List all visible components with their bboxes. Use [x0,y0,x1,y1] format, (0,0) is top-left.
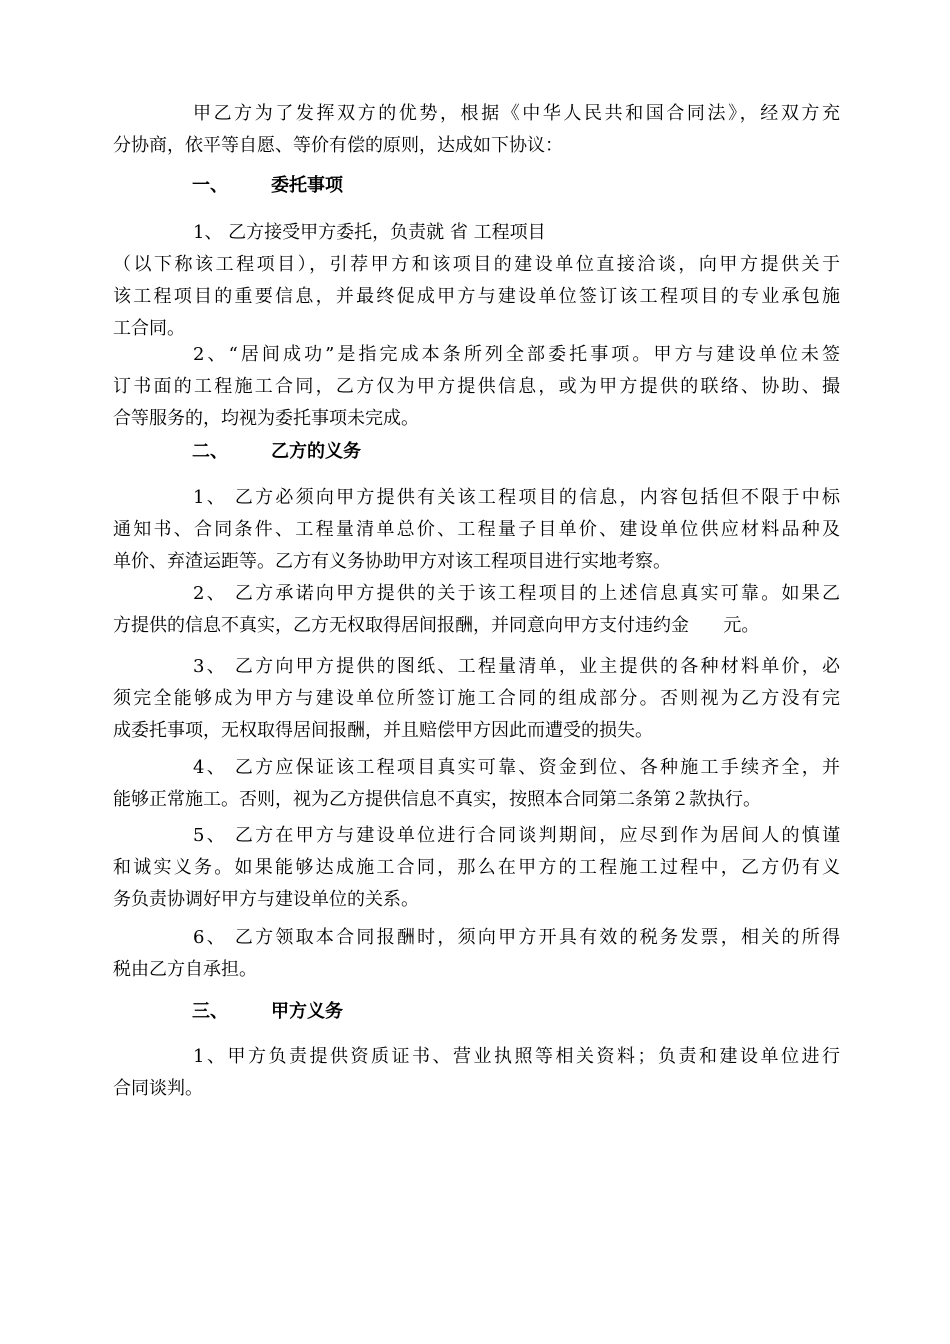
text-line: 4、 乙方应保证该工程项目真实可靠、资金到位、各种施工手续齐全，并 [193,757,840,778]
text-line: 1、 乙方接受甲方委托，负责就 省 工程项目 [193,222,546,243]
text-line: 能够正常施工。否则，视为乙方提供信息不真实，按照本合同第二条第２款执行。 [113,789,761,810]
clause-2-4 [113,752,840,816]
text-line: 须完全能够成为甲方与建设单位所签订施工合同的组成部分。否则视为乙方没有完 [113,688,840,709]
clause-1-2 [113,339,840,435]
text-line: 成委托事项，无权取得居间报酬，并且赔偿甲方因此而遭受的损失。 [113,720,653,741]
text-line: 分协商，依平等自愿、等价有偿的原则，达成如下协议： [113,135,563,156]
text-line: 通知书、合同条件、工程量清单总价、工程量子目单价、建设单位供应材料品种及 [113,519,840,540]
text-line: （以下称该工程项目），引荐甲方和该项目的建设单位直接洽谈，向甲方提供关于 [113,254,840,275]
section-title: 委托事项 [271,175,343,196]
text-line: 工合同。 [113,318,185,339]
section-number: 二、 [192,441,228,462]
section-number: 三、 [192,1001,228,1022]
section-title: 甲方义务 [271,1001,343,1022]
section-title: 乙方的义务 [271,441,361,462]
text-line: 务负责协调好甲方与建设单位的关系。 [113,889,419,910]
text-line: 5、 乙方在甲方与建设单位进行合同谈判期间，应尽到作为居间人的慎谨 [193,825,840,846]
text-line: 1、甲方负责提供资质证书、营业执照等相关资料；负责和建设单位进行 [193,1046,840,1067]
text-line: 和诚实义务。如果能够达成施工合同，那么在甲方的工程施工过程中，乙方仍有义 [113,857,840,878]
text-line: 合同谈判。 [113,1078,203,1099]
text-line: 方提供的信息不真实，乙方无权取得居间报酬，并同意向甲方支付违约金 元。 [113,615,760,636]
clause-3-1 [113,1041,840,1105]
text-line: 税由乙方自承担。 [113,959,257,980]
text-line: 1、 乙方必须向甲方提供有关该工程项目的信息，内容包括但不限于中标 [193,487,840,508]
clause-2-5 [113,820,840,916]
text-line: 订书面的工程施工合同，乙方仅为甲方提供信息，或为甲方提供的联络、协助、撮 [113,376,840,397]
text-line: 合等服务的，均视为委托事项未完成。 [113,408,419,429]
text-line: 6、 乙方领取本合同报酬时，须向甲方开具有效的税务发票，相关的所得 [193,927,840,948]
clause-1-1 [113,217,840,345]
text-line: 该工程项目的重要信息，并最终促成甲方与建设单位签订该工程项目的专业承包施 [113,286,840,307]
section-number: 一、 [192,175,228,196]
text-line: 3、 乙方向甲方提供的图纸、工程量清单，业主提供的各种材料单价，必 [193,656,840,677]
text-line: 2、“居间成功”是指完成本条所列全部委托事项。甲方与建设单位未签 [193,344,840,365]
text-line: 甲乙方为了发挥双方的优势，根据《中华人民共和国合同法》，经双方充 [193,103,840,124]
text-line: 2、 乙方承诺向甲方提供的关于该工程项目的上述信息真实可靠。如果乙 [193,583,840,604]
intro-paragraph [113,98,840,162]
clause-2-6 [113,922,840,986]
clause-2-1 [113,482,840,578]
clause-2-2 [113,578,840,642]
text-line: 单价、弃渣运距等。乙方有义务协助甲方对该工程项目进行实地考察。 [113,551,671,572]
clause-2-3 [113,651,840,747]
